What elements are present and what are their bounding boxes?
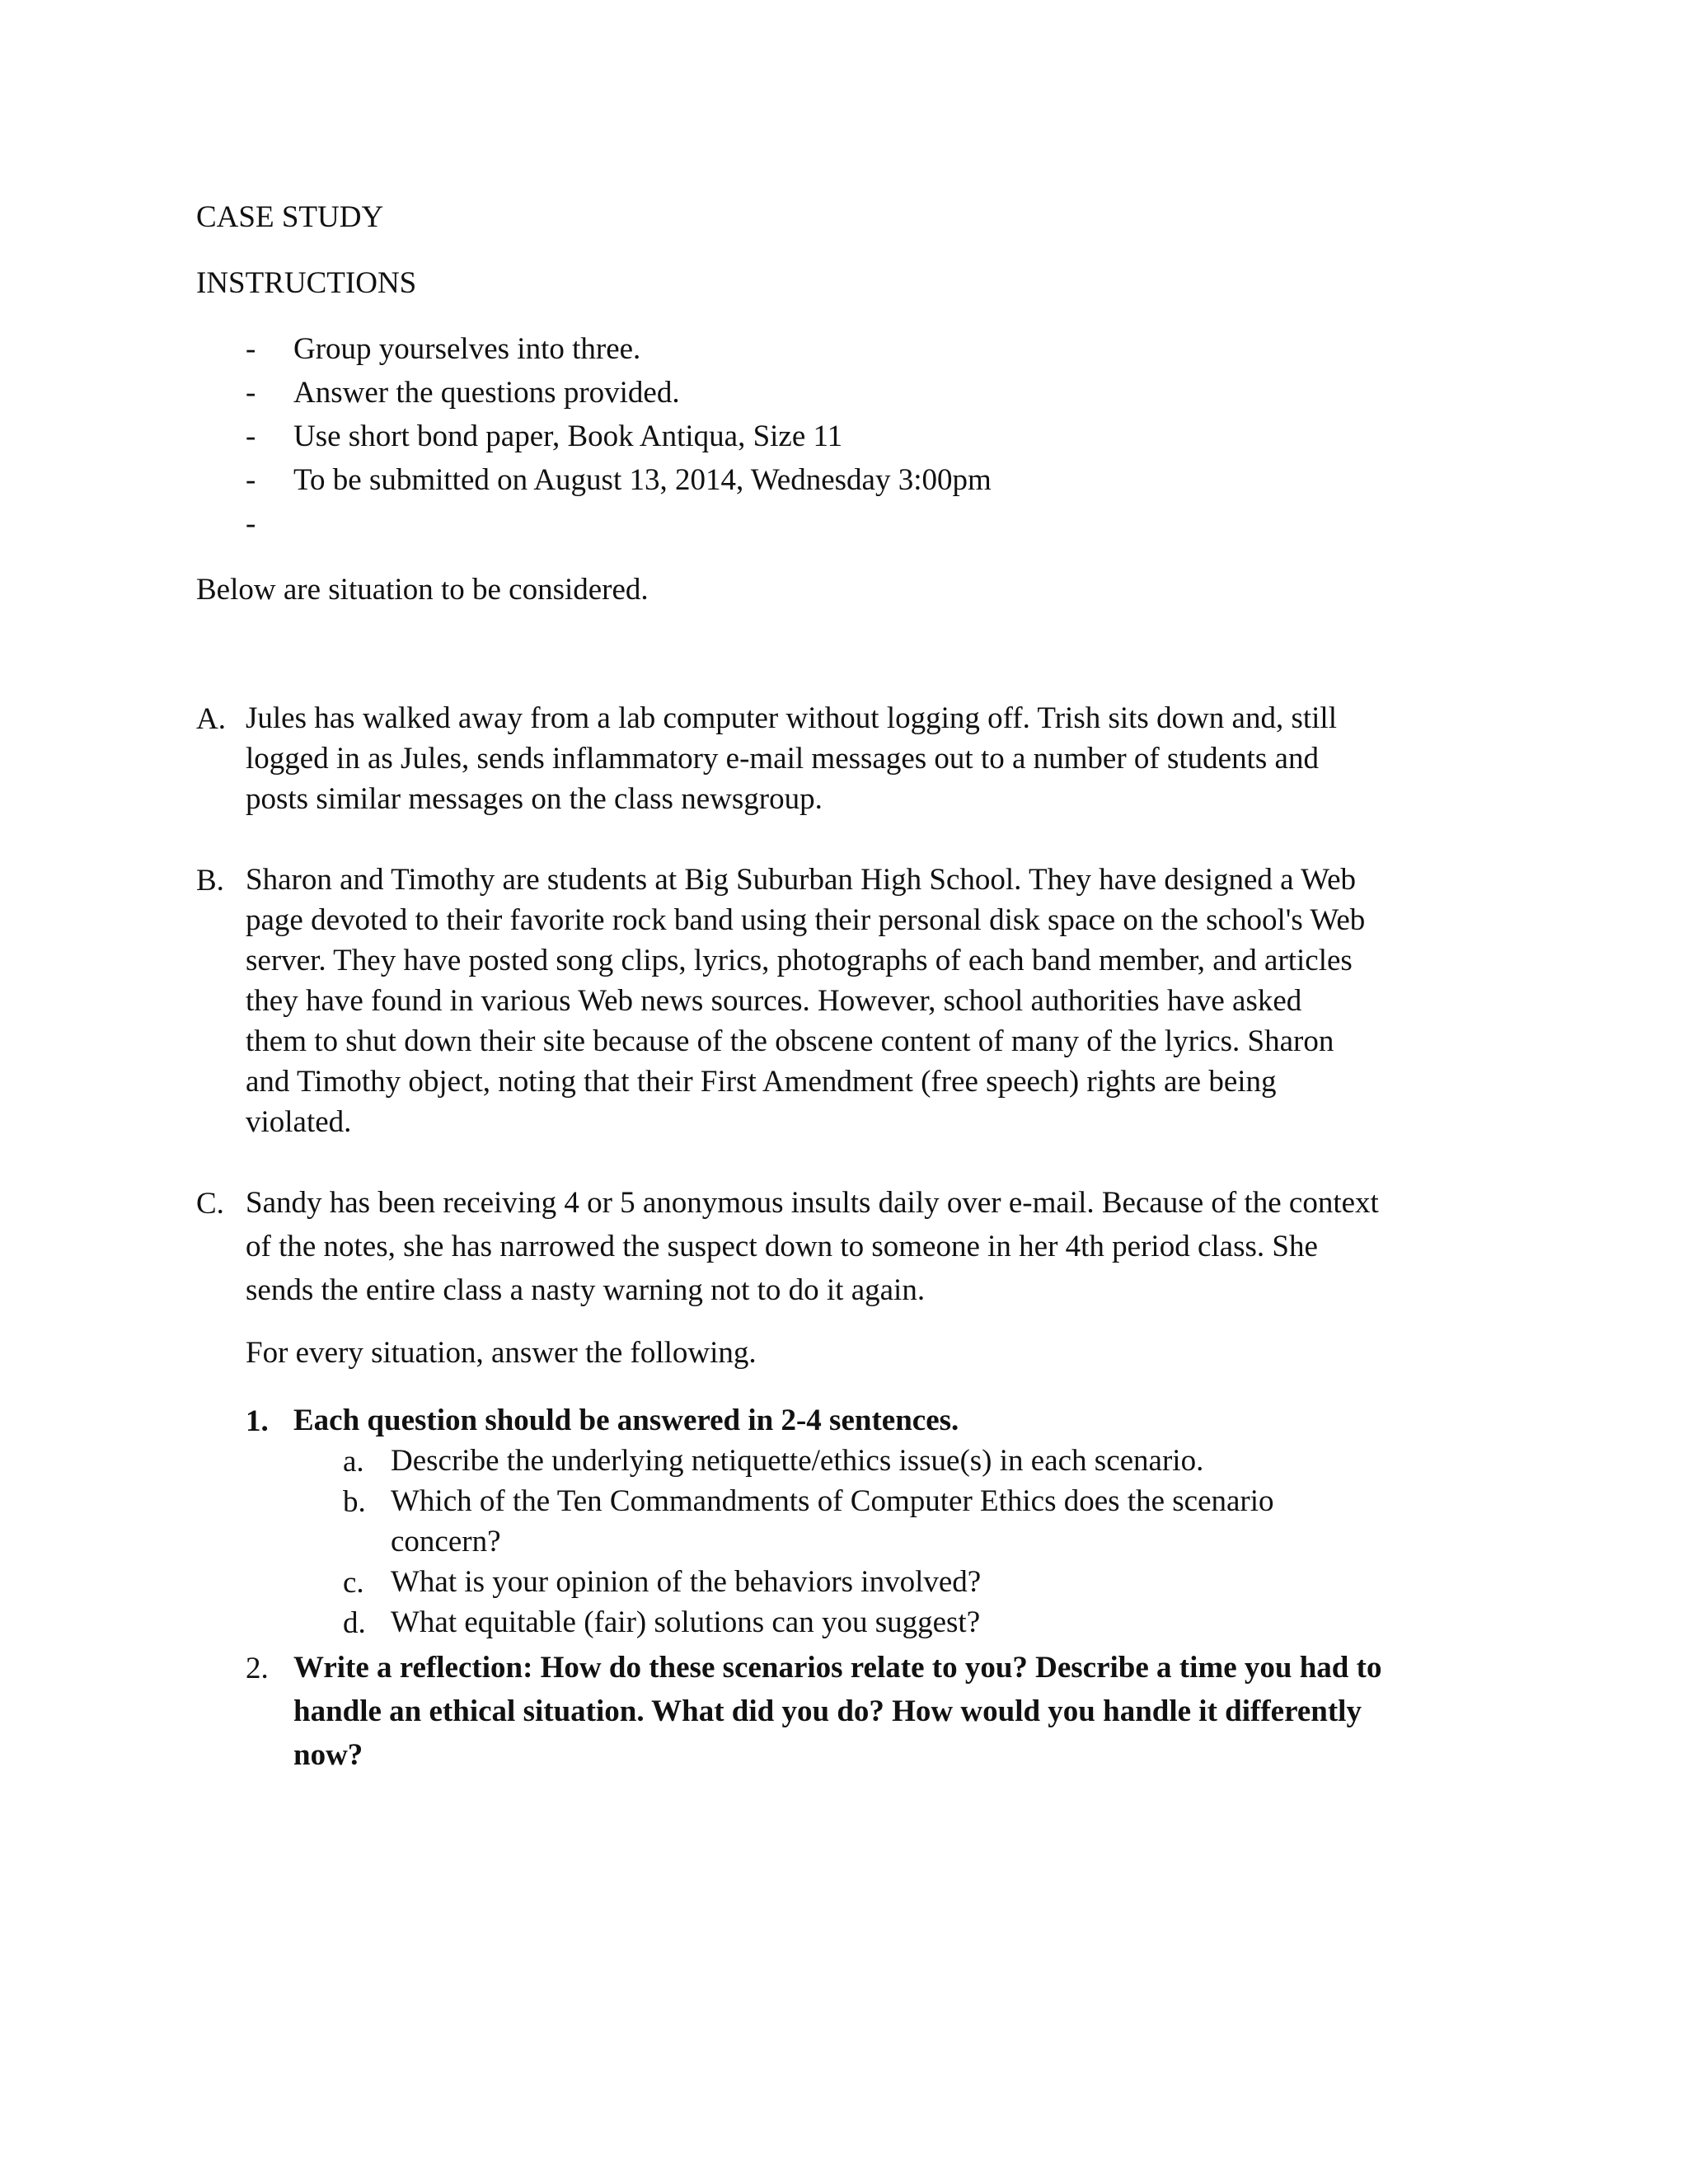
subitem-text: What equitable (fair) solutions can you suggest?: [391, 1605, 981, 1639]
instruction-item: Group yourselves into three.: [293, 332, 641, 366]
bullet-marker: -: [246, 419, 256, 453]
situation-line: server. They have posted song clips, lyrics, photographs of each band member, and articles: [246, 944, 1353, 977]
subitem-text: What is your opinion of the behaviors involved?: [391, 1565, 982, 1599]
bullet-marker: -: [246, 463, 256, 497]
situation-line: and Timothy object, noting that their First Amendment (free speech) rights are being: [246, 1065, 1277, 1099]
task-intro: For every situation, answer the following.: [246, 1336, 757, 1370]
situation-label: A.: [196, 702, 226, 736]
situation-label: B.: [196, 864, 224, 898]
subitem-label: b.: [343, 1485, 366, 1519]
bullet-marker: -: [246, 332, 256, 366]
situation-line: of the notes, she has narrowed the suspect down to someone in her 4th period class. She: [246, 1230, 1318, 1263]
situation-line: page devoted to their favorite rock band using their personal disk space on the school's Web: [246, 903, 1366, 937]
situation-line: they have found in various Web news sources. However, school authorities have asked: [246, 984, 1302, 1018]
task-label: 2.: [246, 1652, 269, 1685]
bullet-marker: -: [246, 376, 256, 410]
subitem-label: d.: [343, 1606, 366, 1640]
subitem-label: c.: [343, 1566, 364, 1600]
instruction-item: Use short bond paper, Book Antiqua, Size 11: [293, 419, 843, 453]
situation-line: Sharon and Timothy are students at Big Suburban High School. They have designed a Web: [246, 863, 1357, 897]
subitem-text: Which of the Ten Commandments of Computer Ethics does the scenario: [391, 1484, 1274, 1518]
situation-line: sends the entire class a nasty warning not to do it again.: [246, 1273, 926, 1307]
instructions-heading: INSTRUCTIONS: [196, 266, 417, 300]
subitem-text: concern?: [391, 1525, 501, 1558]
task-label: 1.: [246, 1404, 269, 1438]
task-text: Each question should be answered in 2-4 sentences.: [293, 1404, 959, 1437]
intro-text: Below are situation to be considered.: [196, 573, 649, 607]
situation-line: them to shut down their site because of the obscene content of many of the lyrics. Sharon: [246, 1024, 1334, 1058]
bullet-marker: -: [246, 507, 256, 541]
task-text: now?: [293, 1738, 363, 1772]
instruction-item: Answer the questions provided.: [293, 376, 680, 410]
situation-line: violated.: [246, 1105, 352, 1139]
situation-line: posts similar messages on the class newsgroup.: [246, 782, 823, 816]
task-text: Write a reflection: How do these scenarios relate to you? Describe a time you had to: [293, 1651, 1382, 1685]
situation-line: Jules has walked away from a lab computer without logging off. Trish sits down and, still: [246, 701, 1337, 735]
subitem-label: a.: [343, 1445, 364, 1479]
document-title: CASE STUDY: [196, 200, 384, 234]
situation-label: C.: [196, 1187, 224, 1221]
task-text: handle an ethical situation. What did you do? How would you handle it differently: [293, 1694, 1362, 1728]
instruction-item: To be submitted on August 13, 2014, Wednesday 3:00pm: [293, 463, 992, 497]
situation-line: logged in as Jules, sends inflammatory e-mail messages out to a number of students and: [246, 742, 1319, 776]
situation-line: Sandy has been receiving 4 or 5 anonymous insults daily over e-mail. Because of the context: [246, 1186, 1379, 1220]
subitem-text: Describe the underlying netiquette/ethics issue(s) in each scenario.: [391, 1444, 1204, 1478]
